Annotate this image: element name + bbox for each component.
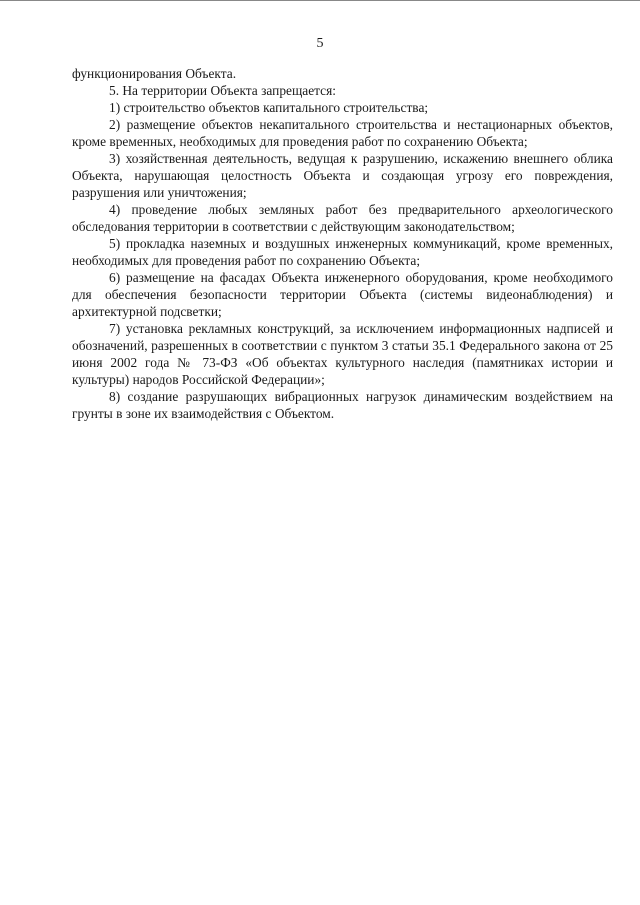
paragraph-continuation: функционирования Объекта. <box>72 66 237 81</box>
page-number: 5 <box>316 36 324 51</box>
paragraph-section-5-heading: 5. На территории Объекта запрещается: <box>109 83 336 98</box>
paragraph-item-8: 8) создание разрушающих вибрационных нагрузок динамическим воздействием на грунты в зоне их взаимодействия с Объектом. <box>72 389 613 421</box>
paragraph-item-6: 6) размещение на фасадах Объекта инженерного оборудования, кроме необходимого для обеспечения безопасности территории Объекта (системы видеонаблюдения) и архитектурной подсветки; <box>72 270 613 319</box>
paragraph-item-5: 5) прокладка наземных и воздушных инженерных коммуникаций, кроме временных, необходимых для проведения работ по сохранению Объекта; <box>72 236 613 268</box>
paragraph-item-4: 4) проведение любых земляных работ без предварительного археологического обследования территории в соответствии с действующим законодательством; <box>72 202 613 234</box>
paragraph-item-3: 3) хозяйственная деятельность, ведущая к разрушению, искажению внешнего облика Объекта, нарушающая целостность Объекта и создающая угрозу его повреждения, разрушения или уничтожения; <box>72 151 613 200</box>
paragraph-item-7: 7) установка рекламных конструкций, за исключением информационных надписей и обозначений, разрешенных в соответствии с пунктом 3 статьи 35.1 Федерального закона от 25 июня 2002 года № 73-ФЗ «Об объектах культурного наследия (памятниках истории и культуры) народов Российской Федерации»; <box>72 321 613 387</box>
document-body <box>72 65 613 422</box>
paragraph-item-1: 1) строительство объектов капитального строительства; <box>109 100 429 115</box>
paragraph-item-2: 2) размещение объектов некапитального строительства и нестационарных объектов, кроме временных, необходимых для проведения работ по сохранению Объекта; <box>72 117 613 149</box>
